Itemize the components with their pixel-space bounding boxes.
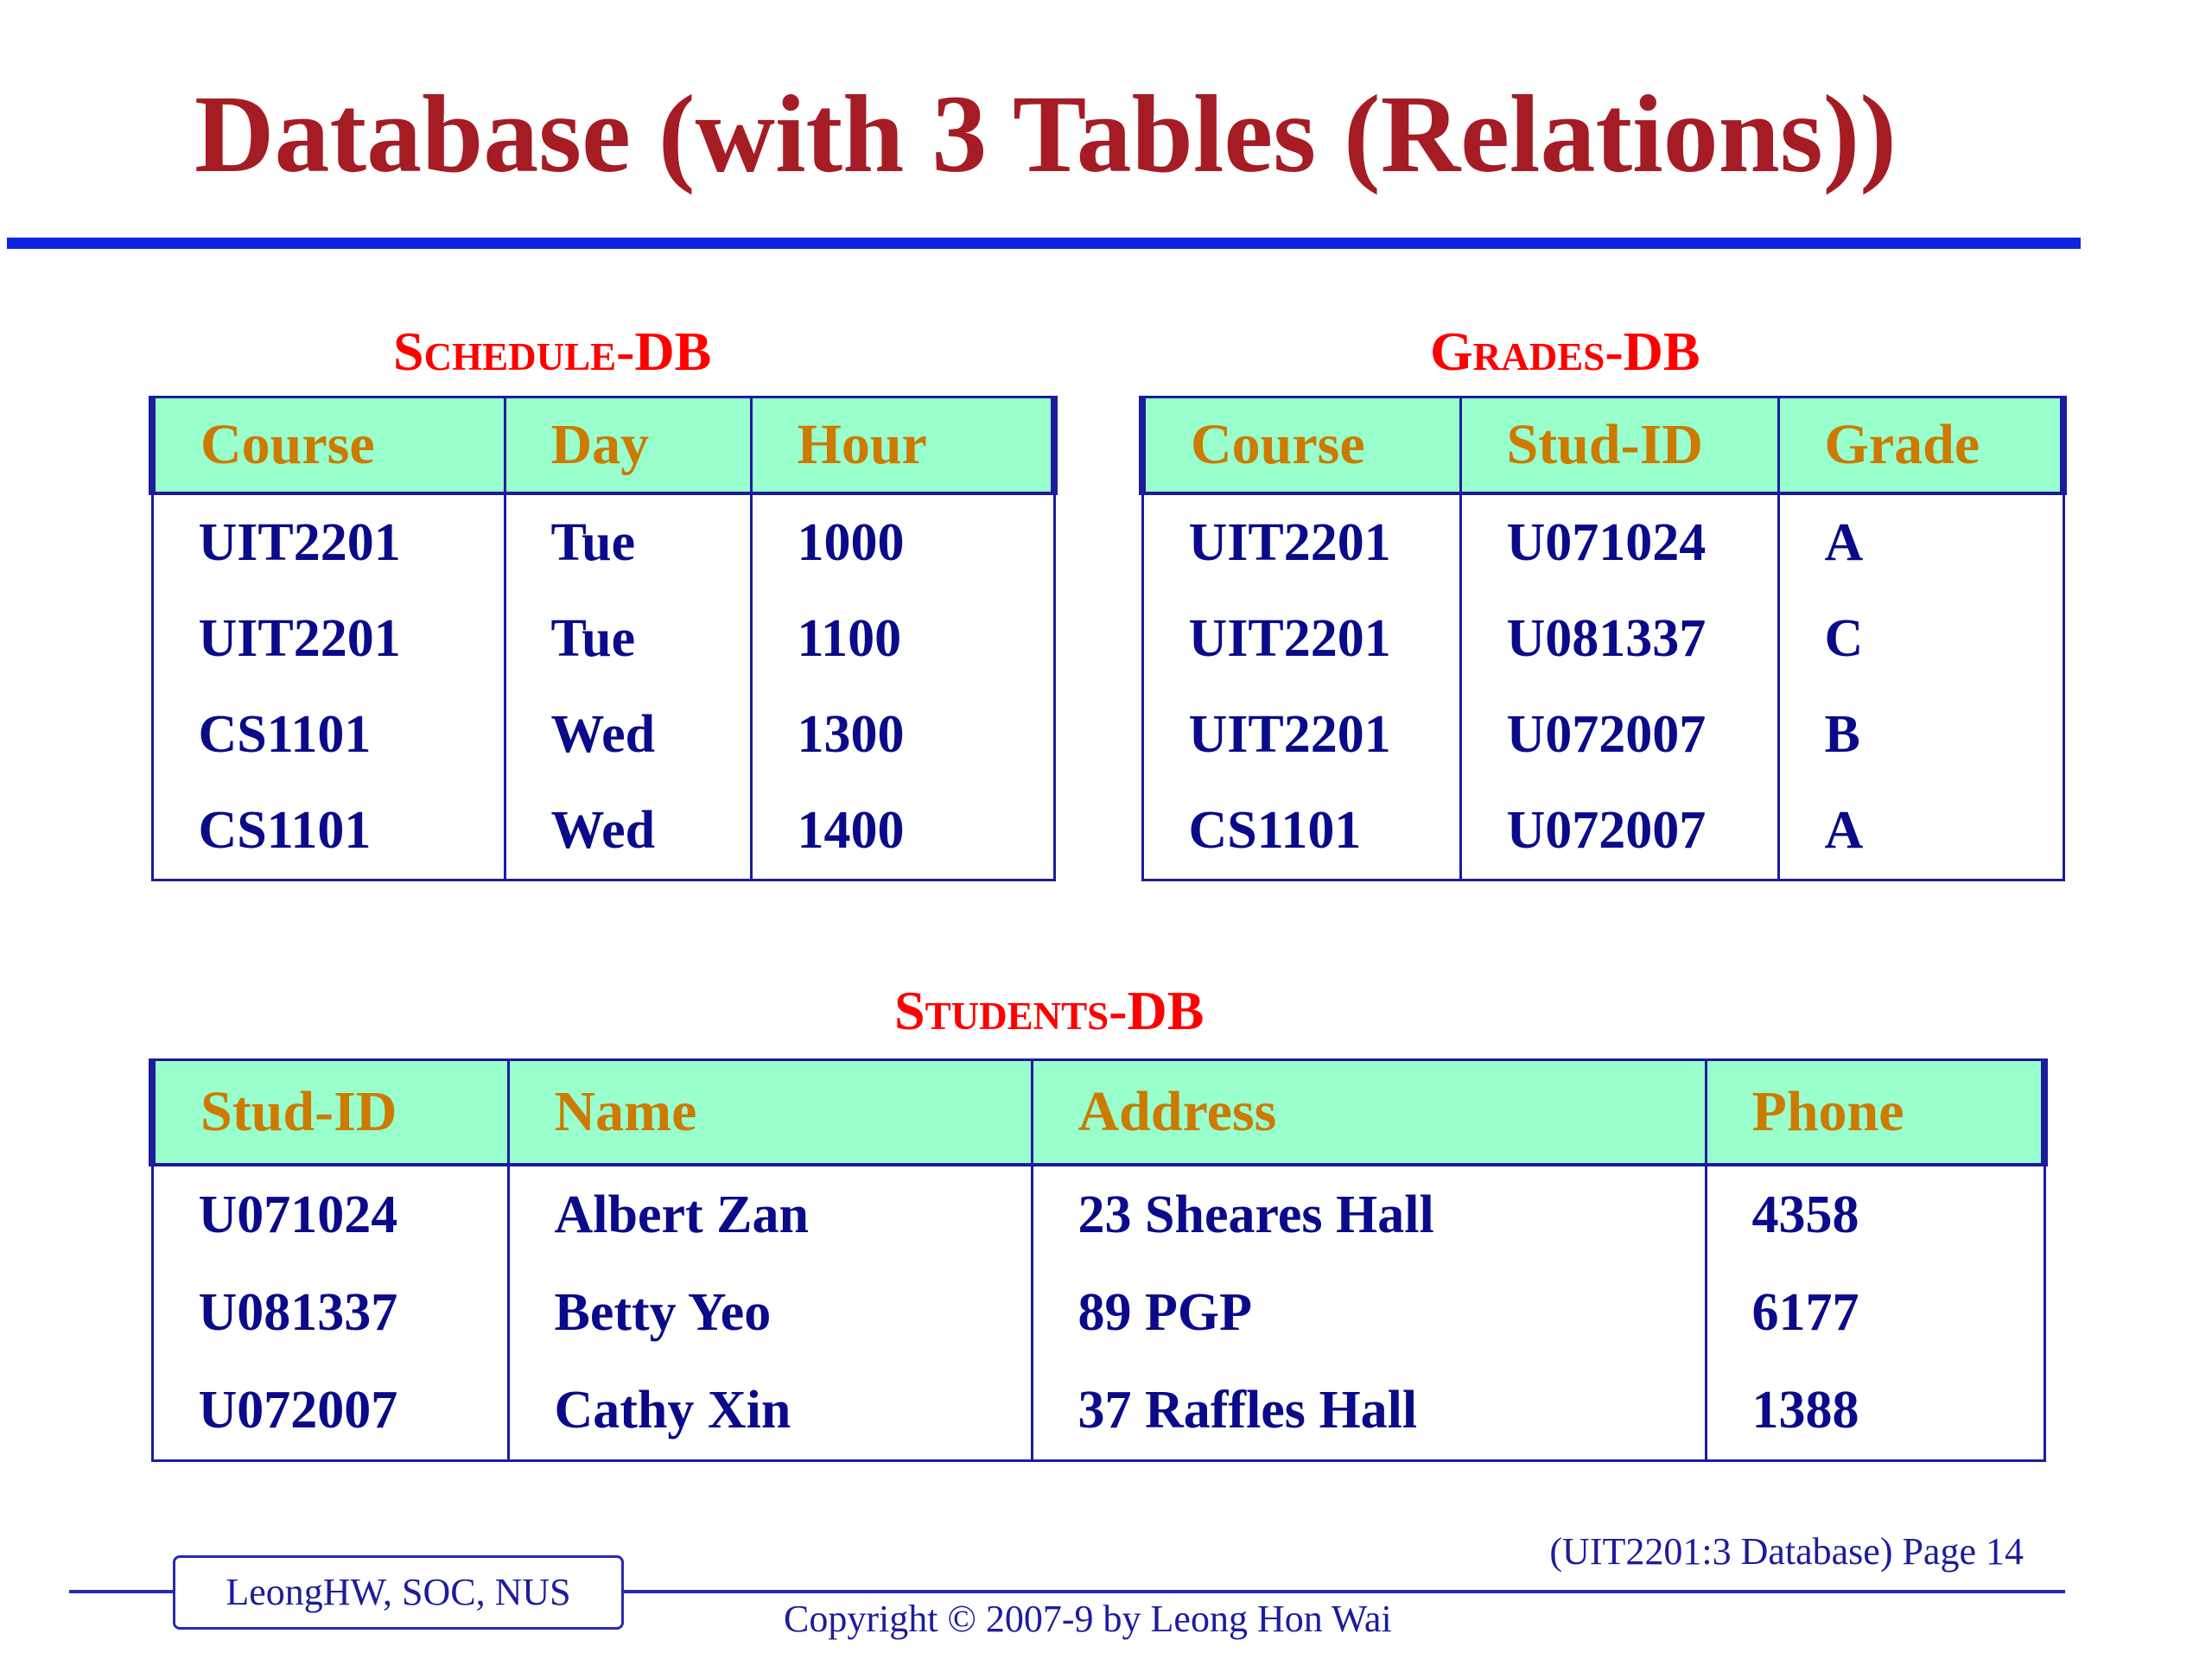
table-cell: Wed: [505, 783, 751, 880]
table-cell: U072007: [1460, 783, 1778, 880]
table-cell: U071024: [152, 1165, 508, 1264]
table-cell: U071024: [1460, 493, 1778, 591]
table-header-row: [152, 1060, 2044, 1166]
column-header: Grade: [1778, 397, 2063, 494]
column-header: Stud-ID: [1460, 397, 1778, 494]
table-cell: Cathy Xin: [508, 1362, 1032, 1461]
table-cell: 1400: [751, 783, 1054, 880]
table-cell: Betty Yeo: [508, 1264, 1032, 1362]
table-cell: CS1101: [1142, 783, 1460, 880]
table-row: [152, 1264, 2044, 1362]
column-header: Stud-ID: [152, 1060, 508, 1166]
table-cell: U072007: [152, 1362, 508, 1461]
table-cell: U072007: [1460, 687, 1778, 783]
table-cell: Wed: [505, 687, 751, 783]
slide-title: Database (with 3 Tables (Relations)): [194, 73, 1897, 195]
students-db-table: [149, 1058, 2048, 1462]
table-cell: UIT2201: [152, 591, 505, 687]
column-header: Course: [1142, 397, 1460, 494]
table-row: [152, 591, 1054, 687]
table-header-row: [152, 397, 1054, 494]
schedule-db-table: [149, 396, 1058, 881]
table-cell: UIT2201: [1142, 493, 1460, 591]
table-cell: CS1101: [152, 783, 505, 880]
column-header: Day: [505, 397, 751, 494]
table-header-row: [1142, 397, 2063, 494]
copyright-notice: Copyright © 2007-9 by Leong Hon Wai: [784, 1598, 1392, 1640]
column-header: Address: [1032, 1060, 1706, 1166]
table-cell: Tue: [505, 493, 751, 591]
table-cell: B: [1778, 687, 2063, 783]
title-divider: [7, 238, 2081, 249]
table-cell: 4358: [1706, 1165, 2044, 1264]
table-cell: U081337: [152, 1264, 508, 1362]
column-header: Name: [508, 1060, 1032, 1166]
table-cell: Albert Zan: [508, 1165, 1032, 1264]
table-row: [1142, 687, 2063, 783]
table-row: [152, 1165, 2044, 1264]
table-row: [1142, 493, 2063, 591]
table-cell: UIT2201: [1142, 591, 1460, 687]
author-box: LeongHW, SOC, NUS: [173, 1555, 624, 1630]
column-header: Hour: [751, 397, 1054, 494]
grades-db-caption: Grades-DB: [1430, 321, 1700, 382]
table-row: [152, 1362, 2044, 1461]
table-cell: Tue: [505, 591, 751, 687]
table-cell: 37 Raffles Hall: [1032, 1362, 1706, 1461]
table-cell: 23 Sheares Hall: [1032, 1165, 1706, 1264]
table-cell: 1100: [751, 591, 1054, 687]
table-row: [1142, 783, 2063, 880]
table-cell: A: [1778, 783, 2063, 880]
column-header: Course: [152, 397, 505, 494]
page-reference: (UIT2201:3 Database) Page 14: [1549, 1530, 2024, 1573]
table-cell: UIT2201: [1142, 687, 1460, 783]
table-cell: 1000: [751, 493, 1054, 591]
table-cell: A: [1778, 493, 2063, 591]
table-cell: 89 PGP: [1032, 1264, 1706, 1362]
table-cell: C: [1778, 591, 2063, 687]
table-row: [152, 493, 1054, 591]
column-header: Phone: [1706, 1060, 2044, 1166]
table-cell: U081337: [1460, 591, 1778, 687]
table-cell: UIT2201: [152, 493, 505, 591]
schedule-db-caption: Schedule-DB: [393, 321, 712, 382]
table-row: [1142, 591, 2063, 687]
table-row: [152, 687, 1054, 783]
grades-db-table: [1139, 396, 2067, 881]
table-cell: CS1101: [152, 687, 505, 783]
table-cell: 1388: [1706, 1362, 2044, 1461]
table-row: [152, 783, 1054, 880]
students-db-caption: Students-DB: [894, 980, 1205, 1041]
table-cell: 6177: [1706, 1264, 2044, 1362]
table-cell: 1300: [751, 687, 1054, 783]
